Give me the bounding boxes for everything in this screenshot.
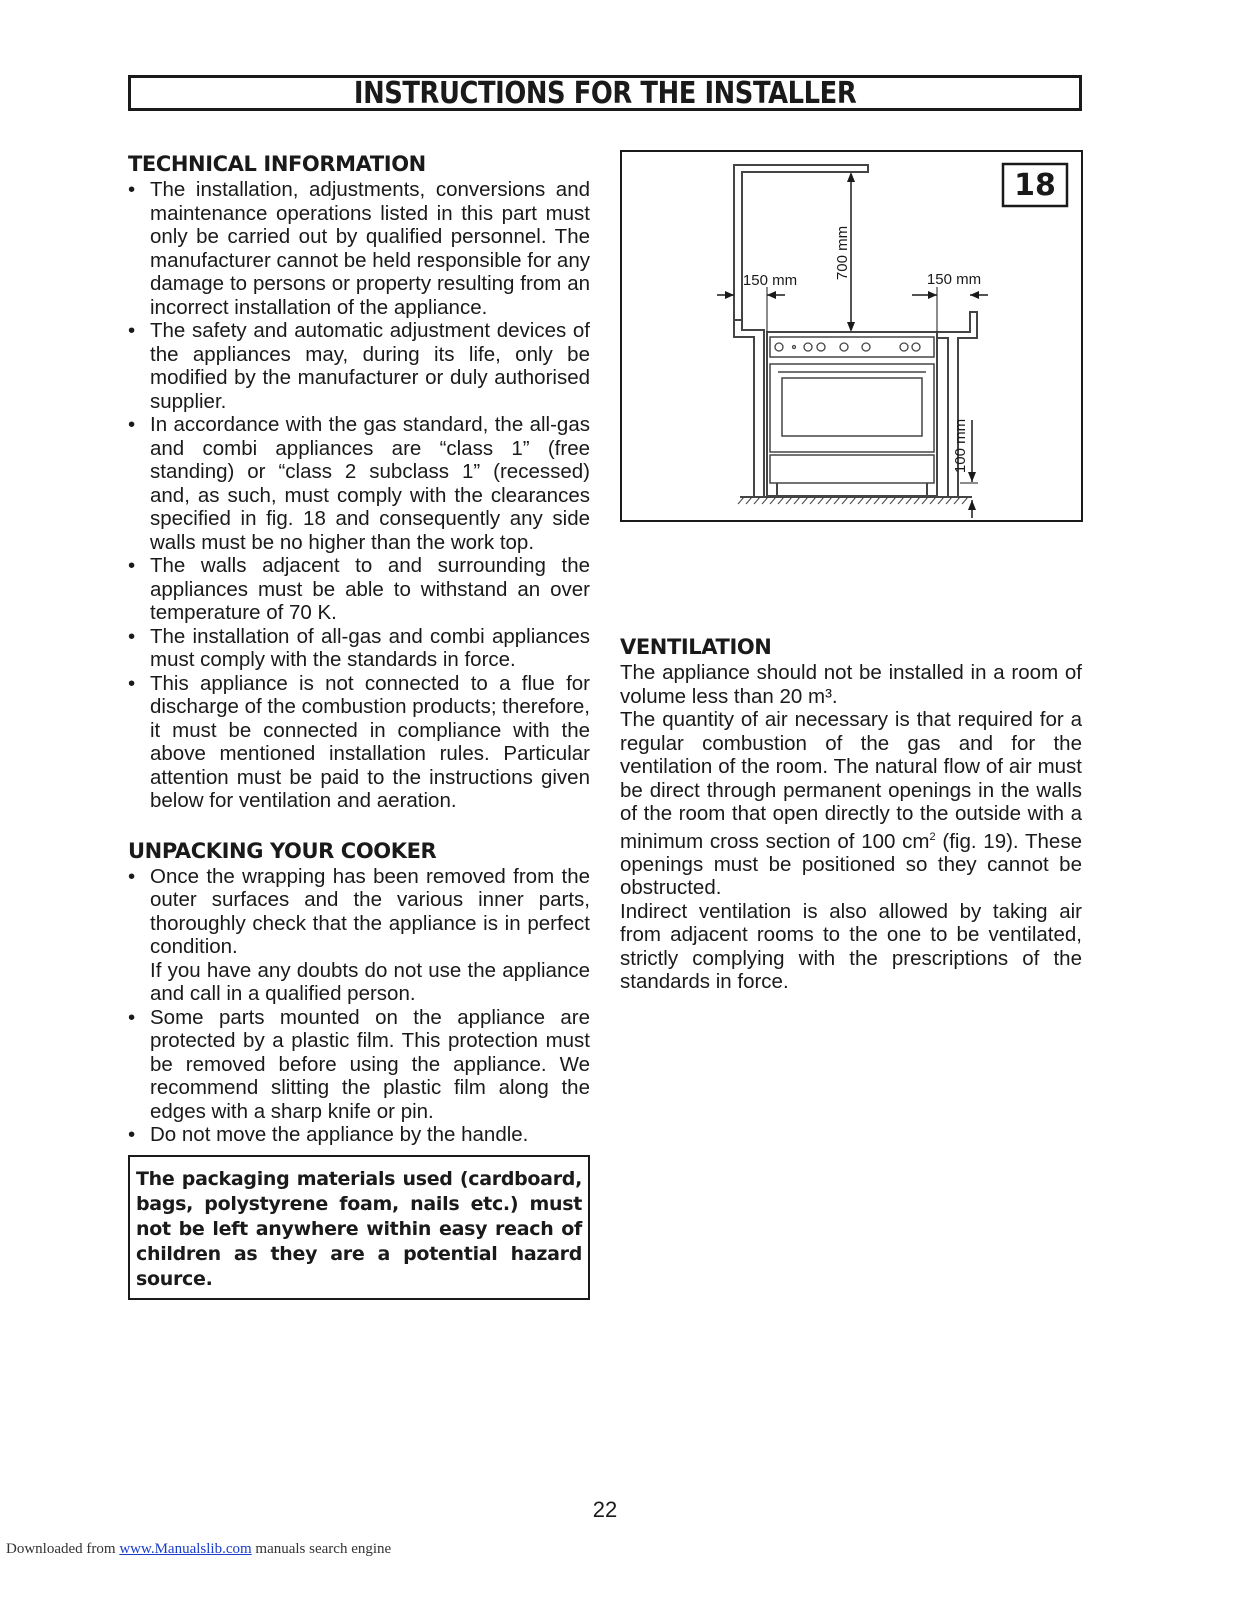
superscript: 2 [929,830,936,843]
list-item: • The safety and automatic adjustment devices of the appliances may, during its life, only be modified by the manufacturer or duly authorised supplier. [128,319,590,413]
installation-diagram [622,152,1085,524]
list-item: • The installation of all-gas and combi appliances must comply with the standards in force. [128,625,590,672]
list-item-text: Once the wrapping has been removed from the outer surfaces and the various inner parts, thoroughly check that the appliance is in perfect condition. [150,864,590,958]
floor-hatching [738,497,968,504]
ventilation-paragraph-3: Indirect ventilation is also allowed by taking air from adjacent rooms to the one to be ventilated, strictly complying with the prescriptions of the standards in force. [620,899,1082,994]
list-item-extra: If you have any doubts do not use the appliance and call in a qualified person. [150,958,590,1005]
list-item [128,865,590,1006]
figure-number: 18 [1014,168,1056,203]
left-column [128,150,590,1300]
dim-right-label: 150 mm [926,271,982,288]
knobs-icon [775,343,920,351]
unpacking-heading: UNPACKING YOUR COOKER [128,838,437,863]
dim-left-label: 150 mm [742,272,798,289]
ventilation-heading: VENTILATION [620,635,772,659]
right-column [620,633,1082,994]
page-number: 22 [592,1497,618,1522]
ventilation-paragraph-2b: (fig. 19). These openings must be positioned so they cannot be obstructed. [620,829,1082,900]
unpacking-list [128,865,590,1147]
ventilation-paragraph-2 [620,708,1082,900]
list-item: • The installation, adjustments, conversions and maintenance operations listed in this part must only be carried out by qualified personnel. The manufacturer cannot be held responsible for any damage to persons or property resulting from an incorrect installation of the appliance. [128,178,590,319]
ventilation-paragraph-2a: The quantity of air necessary is that required for a regular combustion of the gas and for the ventilation of the room. The natural flow of air must be direct through permanent openings in the walls of the room that open directly to the outside with a minimum cross section of 100 cm [620,708,1082,853]
footer [6,1541,391,1558]
list-item: • In accordance with the gas standard, the all-gas and combi appliances are “class 1” (free standing) or “class 2 subclass 1” (recessed) and, as such, must comply with the clearances specified in fig. 18 and consequently any side walls must be no higher than the work top. [128,413,590,554]
footer-prefix: Downloaded from [6,1541,120,1557]
page-title: INSTRUCTIONS FOR THE INSTALLER [353,75,857,111]
footer-link[interactable]: www.Manualslib.com [119,1541,252,1557]
dim-top-label: 700 mm [834,225,851,281]
page-title-box [128,75,1082,111]
ventilation-paragraph-1: The appliance should not be installed in a room of volume less than 20 m³. [620,661,1082,708]
list-item: • The walls adjacent to and surrounding the appliances must be able to withstand an over temperature of 70 K. [128,554,590,625]
warning-box: The packaging materials used (cardboard, bags, polystyrene foam, nails etc.) must not be left anywhere within easy reach of children as they are a potential hazard source. [128,1155,590,1300]
technical-heading: TECHNICAL INFORMATION [128,152,426,176]
figure-18 [620,150,1083,522]
list-item: • This appliance is not connected to a flue for discharge of the combustion products; therefore, it must be connected in compliance with the above mentioned installation rules. Particular attention must be paid to the instructions given below for ventilation and aeration. [128,672,590,813]
dim-bottom-label: 100 mm [952,418,969,474]
list-item: • Do not move the appliance by the handle. [128,1123,590,1147]
list-item: • Some parts mounted on the appliance are protected by a plastic film. This protection must be removed before using the appliance. We recommend slitting the plastic film along the edges with a sharp knife or pin. [128,1006,590,1124]
footer-suffix: manuals search engine [251,1541,392,1557]
technical-list [128,178,590,813]
